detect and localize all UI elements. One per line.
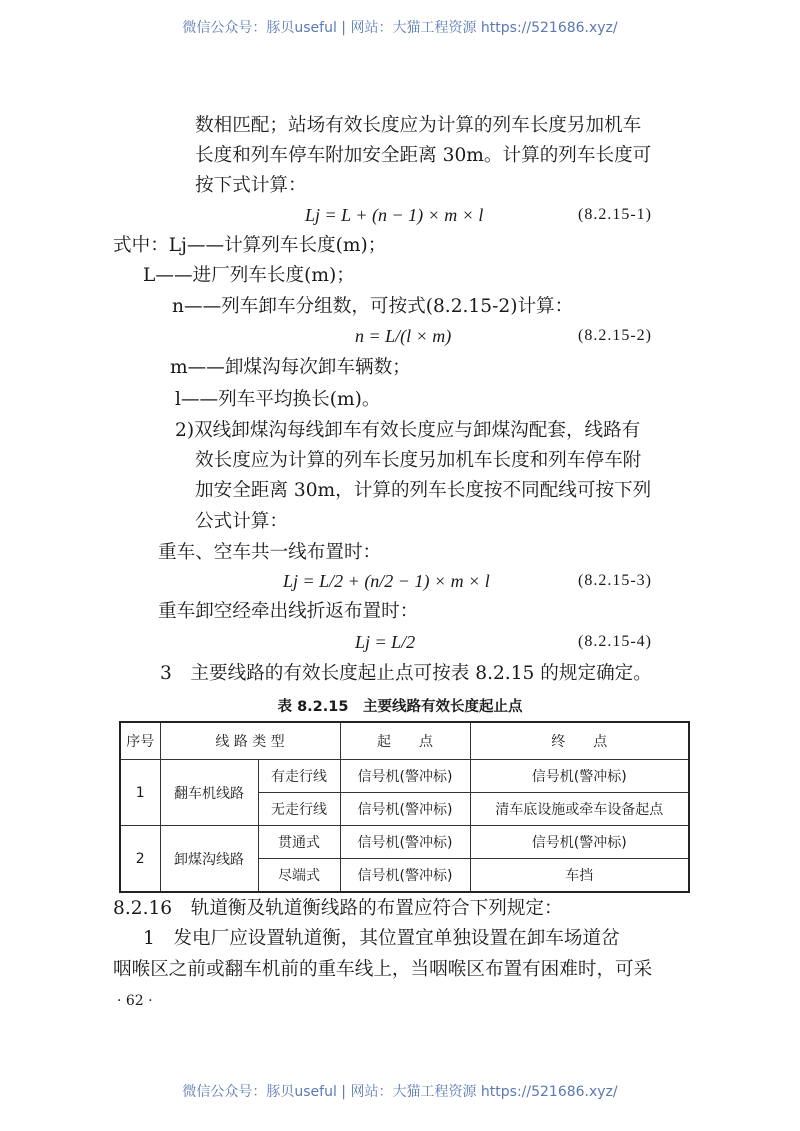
end-point: 车挡 (470, 859, 689, 893)
text-line: 重车、空车共一线布置时： (158, 542, 382, 563)
formula-4: Lj = L/2 (355, 632, 416, 652)
header-cell: 起 点 (340, 722, 470, 760)
start-point: 信号机(警冲标) (340, 793, 470, 826)
end-point: 信号机(警冲标) (470, 760, 689, 793)
watermark-footer: 微信公众号：豚贝useful | 网站：大猫工程资源 https://521686.xyz/ (182, 1084, 618, 1100)
table-row (120, 760, 689, 793)
text-line: 公式计算： (195, 511, 288, 532)
end-point: 清车底设施或牵车设备起点 (470, 793, 689, 826)
header-cell: 线 路 类 型 (160, 722, 340, 760)
text-line: 重车卸空经牵出线折返布置时： (158, 601, 419, 622)
equation-number: (8.2.15-4) (578, 633, 652, 650)
table-caption: 表 8.2.15 主要线路有效长度起止点 (277, 699, 523, 715)
formula-1: Lj = L + (n − 1) × m × l (305, 205, 484, 225)
row-number: 2 (120, 826, 160, 893)
header-cell: 序号 (120, 722, 160, 760)
text-line: l——列车平均换长(m)。 (175, 389, 381, 410)
line-subtype: 无走行线 (258, 793, 340, 826)
line-subtype: 尽端式 (258, 859, 340, 893)
header-cell: 终 点 (470, 722, 689, 760)
line-type: 翻车机线路 (160, 760, 258, 826)
table-header-row (120, 722, 689, 760)
text-line: 效长度应为计算的列车长度另加机车长度和列车停车附 (195, 450, 642, 471)
equation-number: (8.2.15-1) (578, 206, 652, 223)
text-line: 3 主要线路的有效长度起止点可按表 8.2.15 的规定确定。 (160, 663, 652, 684)
text-line: 加安全距离 30m，计算的列车长度按不同配线可按下列 (195, 480, 652, 501)
effective-length-table (119, 721, 690, 893)
table-row (120, 826, 689, 859)
text-line: 2)双线卸煤沟每线卸车有效长度应与卸煤沟配套，线路有 (175, 420, 641, 441)
text-line: m——卸煤沟每次卸车辆数； (170, 357, 411, 378)
formula-2: n = L/(l × m) (355, 326, 452, 346)
text-line: L——进厂列车长度(m)； (143, 265, 355, 286)
equation-number: (8.2.15-3) (578, 572, 652, 589)
text-line: 咽喉区之前或翻车机前的重车线上，当咽喉区布置有困难时，可采 (113, 959, 653, 980)
row-number: 1 (120, 760, 160, 826)
equation-number: (8.2.15-2) (578, 327, 652, 344)
text-line: 长度和列车停车附加安全距离 30m。计算的列车长度可 (195, 145, 652, 166)
line-subtype: 贯通式 (258, 826, 340, 859)
text-line: 式中：Lj——计算列车长度(m)； (113, 235, 387, 256)
line-subtype: 有走行线 (258, 760, 340, 793)
watermark-header: 微信公众号：豚贝useful | 网站：大猫工程资源 https://521686.xyz/ (182, 20, 618, 36)
text-line: 数相匹配；站场有效长度应为计算的列车长度另加机车 (195, 115, 642, 136)
text-line: 1 发电厂应设置轨道衡，其位置宜单独设置在卸车场道岔 (143, 928, 620, 949)
start-point: 信号机(警冲标) (340, 826, 470, 859)
page-number: · 62 · (117, 993, 153, 1009)
text-line: 按下式计算： (195, 175, 307, 196)
end-point: 信号机(警冲标) (470, 826, 689, 859)
start-point: 信号机(警冲标) (340, 760, 470, 793)
section-heading: 8.2.16 轨道衡及轨道衡线路的布置应符合下列规定： (113, 898, 563, 919)
formula-3: Lj = L/2 + (n/2 − 1) × m × l (283, 571, 490, 591)
line-type: 卸煤沟线路 (160, 826, 258, 893)
start-point: 信号机(警冲标) (340, 859, 470, 893)
text-line: n——列车卸车分组数，可按式(8.2.15-2)计算： (172, 296, 574, 317)
